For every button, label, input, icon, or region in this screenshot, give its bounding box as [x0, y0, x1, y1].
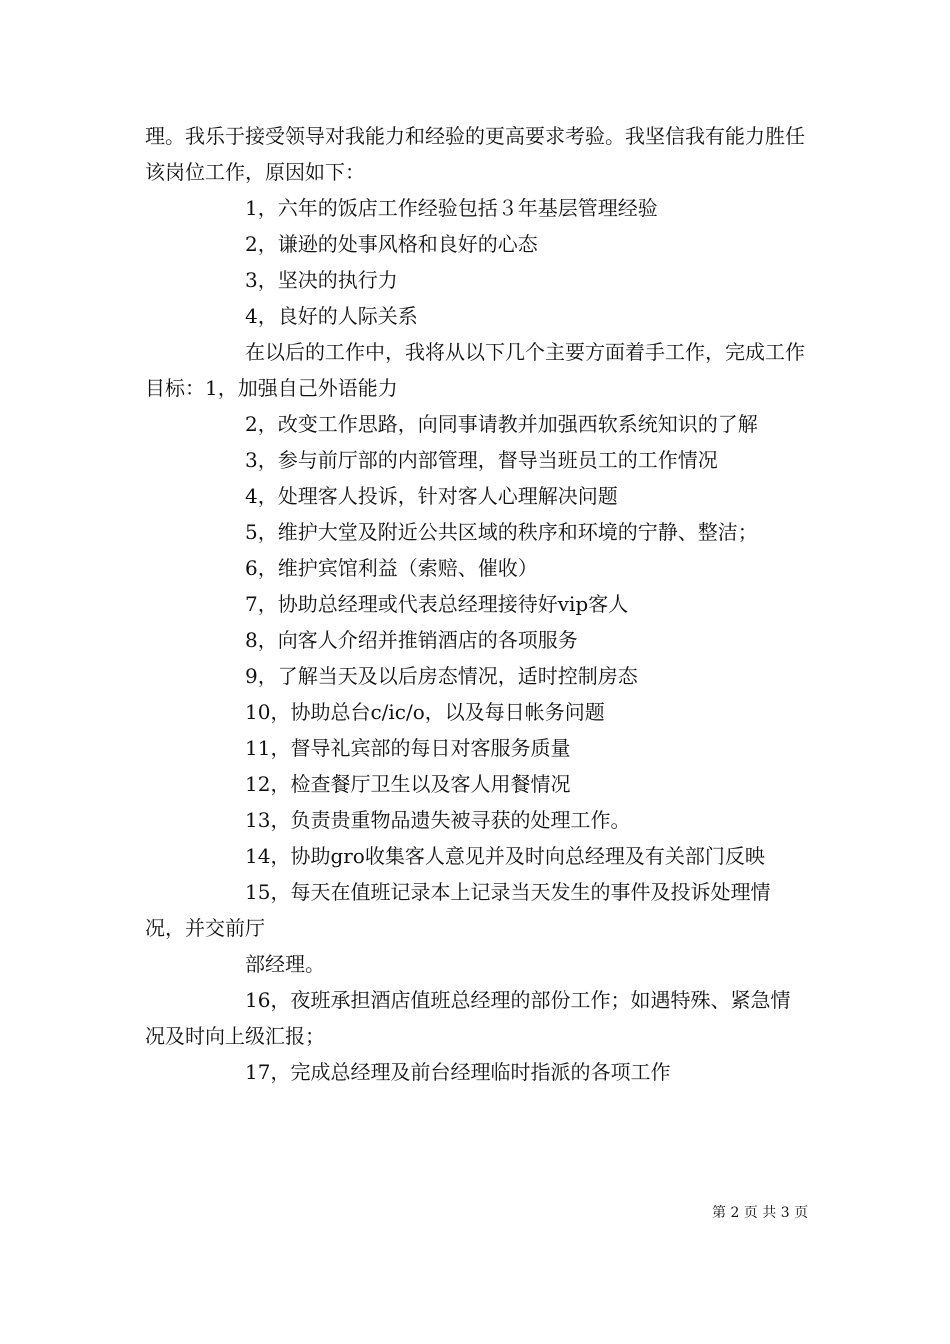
list-item: 9，了解当天及以后房态情况，适时控制房态 [245, 664, 638, 688]
list-item: 12，检查餐厅卫生以及客人用餐情况 [245, 772, 571, 796]
list-item: 8，向客人介绍并推销酒店的各项服务 [245, 628, 578, 652]
list-item: 17，完成总经理及前台经理临时指派的各项工作 [245, 1060, 671, 1084]
list-item: 4，良好的人际关系 [245, 304, 418, 328]
list-item: 10，协助总台c/ic/o，以及每日帐务问题 [245, 700, 605, 724]
document-body [145, 118, 810, 1090]
list-item: 3，坚决的执行力 [245, 268, 398, 292]
list-item: 14，协助gro收集客人意见并及时向总经理及有关部门反映 [245, 844, 765, 868]
list-item: 6，维护宾馆利益（索赔、催收） [245, 556, 538, 580]
list-item: 2，改变工作思路，向同事请教并加强西软系统知识的了解 [245, 412, 758, 436]
list-item: 15，每天在值班记录本上记录当天发生的事件及投诉处理情况，并交前厅 [145, 880, 771, 940]
list-item: 13，负责贵重物品遗失被寻获的处理工作。 [245, 808, 631, 832]
list-item: 3，参与前厅部的内部管理，督导当班员工的工作情况 [245, 448, 718, 472]
list-item: 11，督导礼宾部的每日对客服务质量 [245, 736, 571, 760]
list-item-continuation: 部经理。 [245, 952, 325, 976]
list-item: 7，协助总经理或代表总经理接待好vip客人 [245, 592, 629, 616]
list-item: 16，夜班承担酒店值班总经理的部份工作；如遇特殊、紧急情况及时向上级汇报； [145, 988, 791, 1048]
list-item: 5，维护大堂及附近公共区域的秩序和环境的宁静、整洁； [245, 520, 758, 544]
list-item: 2，谦逊的处事风格和良好的心态 [245, 232, 538, 256]
paragraph-goals: 在以后的工作中，我将从以下几个主要方面着手工作，完成工作目标：1，加强自己外语能力 [145, 340, 805, 400]
list-item: 1，六年的饭店工作经验包括３年基层管理经验 [245, 196, 658, 220]
paragraph-intro: 理。我乐于接受领导对我能力和经验的更高要求考验。我坚信我有能力胜任该岗位工作，原因如下： [145, 124, 805, 184]
list-item: 4，处理客人投诉，针对客人心理解决问题 [245, 484, 618, 508]
page-number: 第 2 页 共 3 页 [712, 1205, 809, 1221]
